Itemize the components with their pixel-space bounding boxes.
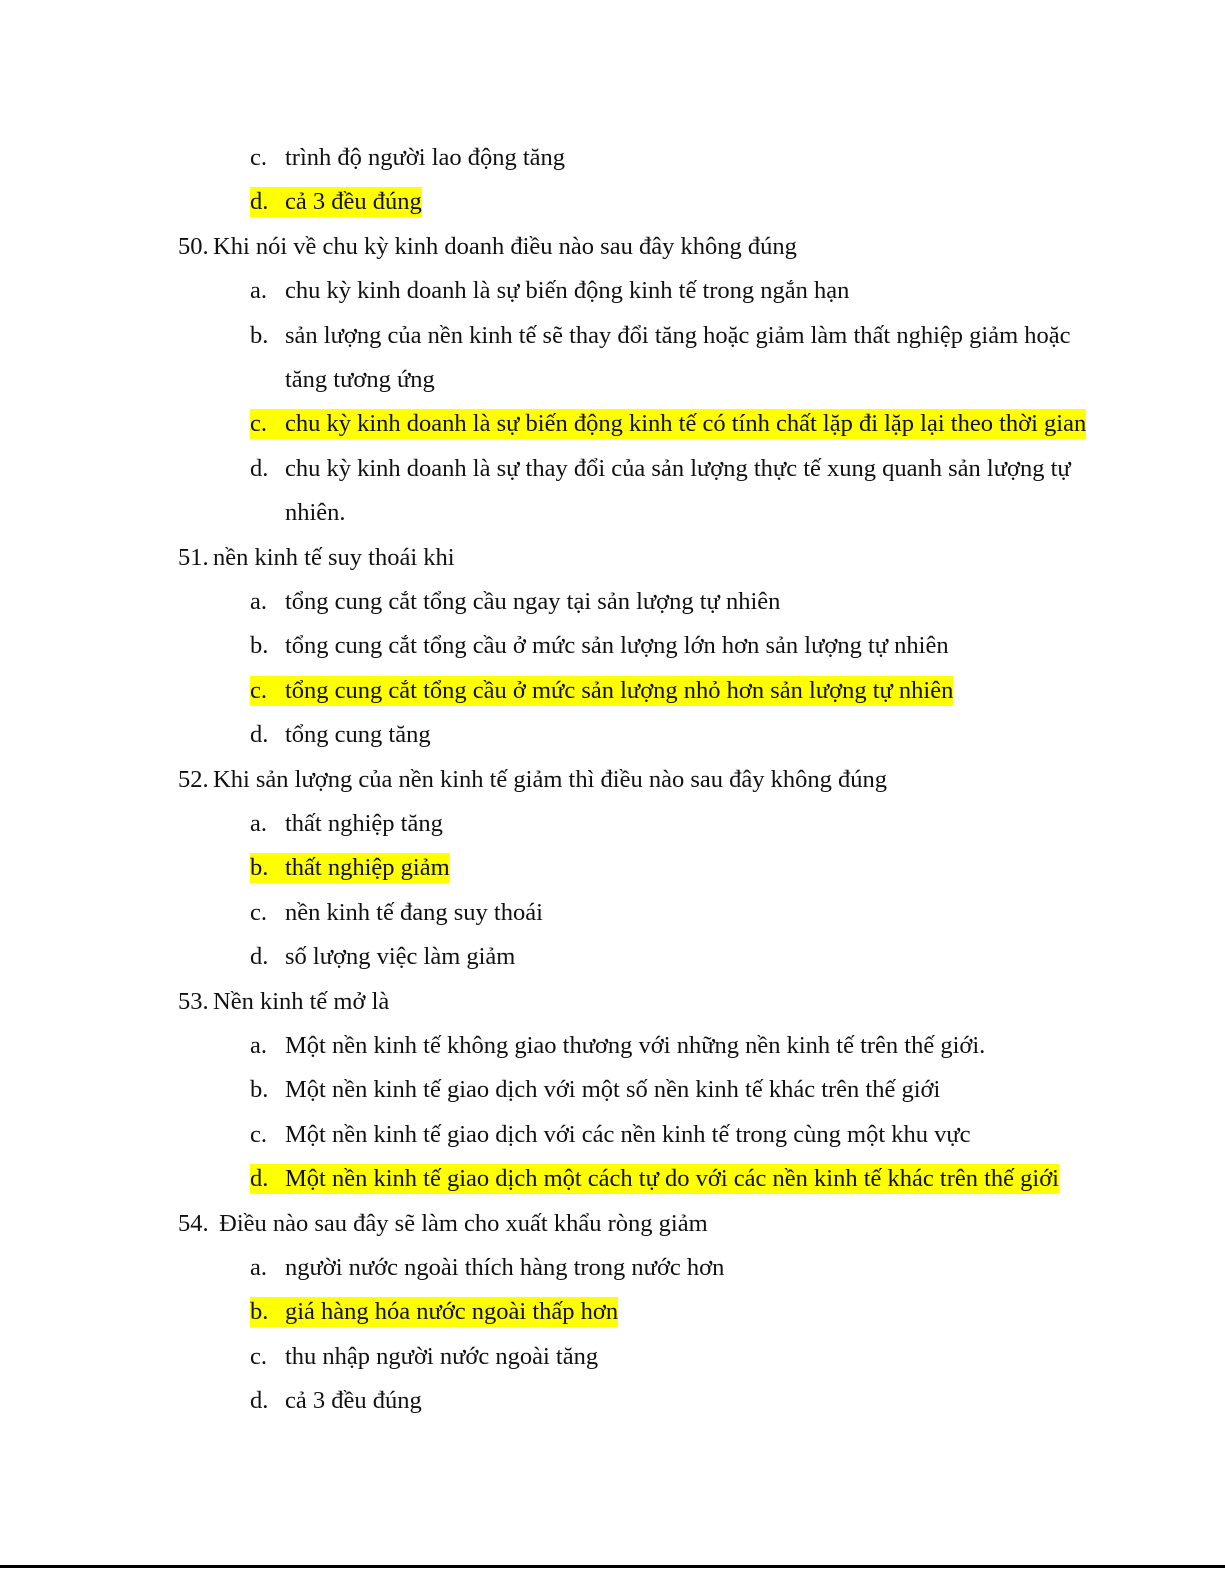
option-letter: a. [250,277,267,305]
question-number: 53. [178,987,209,1015]
option-text: tổng cung cắt tổng cầu ở mức sản lượng lớn hơn sản lượng tự nhiên [285,632,949,660]
question-text: Điều nào sau đây sẽ làm cho xuất khẩu ròng giảm [213,1209,708,1237]
option-letter: b. [250,632,269,660]
option-letter: c. [250,676,267,704]
option-text: trình độ người lao động tăng [285,144,566,171]
option-letter: c. [250,410,267,438]
option-letter: c. [250,1120,267,1148]
question-text: Khi nói về chu kỳ kinh doanh điều nào sau đây không đúng [213,232,797,260]
option-text: giá hàng hóa nước ngoài thấp hơn [285,1298,619,1326]
page-bottom-rule [0,1565,1225,1568]
option-letter: d. [250,943,269,971]
option-letter: b. [250,1076,269,1104]
option-letter: a. [250,588,267,615]
option-text: thu nhập người nước ngoài tăng [285,1342,599,1370]
option-letter: d. [250,1387,269,1415]
option-letter: d. [250,454,269,482]
question-stem [178,232,797,262]
option-text: chu kỳ kinh doanh là sự thay đổi của sản lượng thực tế xung quanh sản lượng tự [285,454,1071,482]
option-text: cả 3 đều đúng [285,1387,422,1415]
question-number: 52. [178,765,209,793]
question-text: Nền kinh tế mở là [213,987,390,1015]
option-letter: b. [250,321,269,349]
option-text: Một nền kinh tế không giao thương với những nền kinh tế trên thế giới. [285,1032,986,1059]
question-stem [178,765,888,795]
option-text: chu kỳ kinh doanh là sự biến động kinh tế có tính chất lặp đi lặp lại theo thời gian [285,410,1087,438]
option-text: nhiên. [285,499,346,527]
option-letter: c. [250,898,267,926]
option-text: Một nền kinh tế giao dịch với các nền kinh tế trong cùng một khu vực [285,1120,971,1148]
option-letter: c. [250,144,267,171]
option-letter: a. [250,1032,267,1059]
option-text: Một nền kinh tế giao dịch một cách tự do với các nền kinh tế khác trên thế giới [285,1165,1059,1193]
option-letter: b. [250,1298,269,1326]
question-text: Khi sản lượng của nền kinh tế giảm thì điều nào sau đây không đúng [213,765,888,793]
question-stem [178,987,390,1017]
option-letter: b. [250,854,269,882]
question-number: 51. [178,543,209,571]
option-text: chu kỳ kinh doanh là sự biến động kinh tế trong ngắn hạn [285,277,850,305]
option-text: cả 3 đều đúng [285,188,422,216]
question-stem [178,1209,708,1239]
option-text: tổng cung tăng [285,721,431,749]
question-number: 50. [178,232,209,260]
option-text: tăng tương ứng [285,366,435,393]
option-text: thất nghiệp tăng [285,810,443,837]
question-stem [178,543,455,573]
option-letter: d. [250,1165,269,1193]
option-letter: a. [250,810,267,837]
option-text: nền kinh tế đang suy thoái [285,898,543,926]
option-letter: d. [250,188,269,216]
option-letter: d. [250,721,269,749]
option-letter: a. [250,1254,267,1281]
option-letter: c. [250,1342,267,1370]
option-text: Một nền kinh tế giao dịch với một số nền kinh tế khác trên thế giới [285,1076,941,1104]
question-number: 54. [178,1209,209,1237]
option-text: tổng cung cắt tổng cầu ngay tại sản lượng tự nhiên [285,588,781,615]
option-text: thất nghiệp giảm [285,854,450,882]
question-text: nền kinh tế suy thoái khi [213,543,455,571]
option-text: sản lượng của nền kinh tế sẽ thay đổi tăng hoặc giảm làm thất nghiệp giảm hoặc [285,321,1071,349]
option-text: số lượng việc làm giảm [285,943,516,971]
option-text: người nước ngoài thích hàng trong nước hơn [285,1254,725,1281]
option-text: tổng cung cắt tổng cầu ở mức sản lượng nhỏ hơn sản lượng tự nhiên [285,676,954,704]
